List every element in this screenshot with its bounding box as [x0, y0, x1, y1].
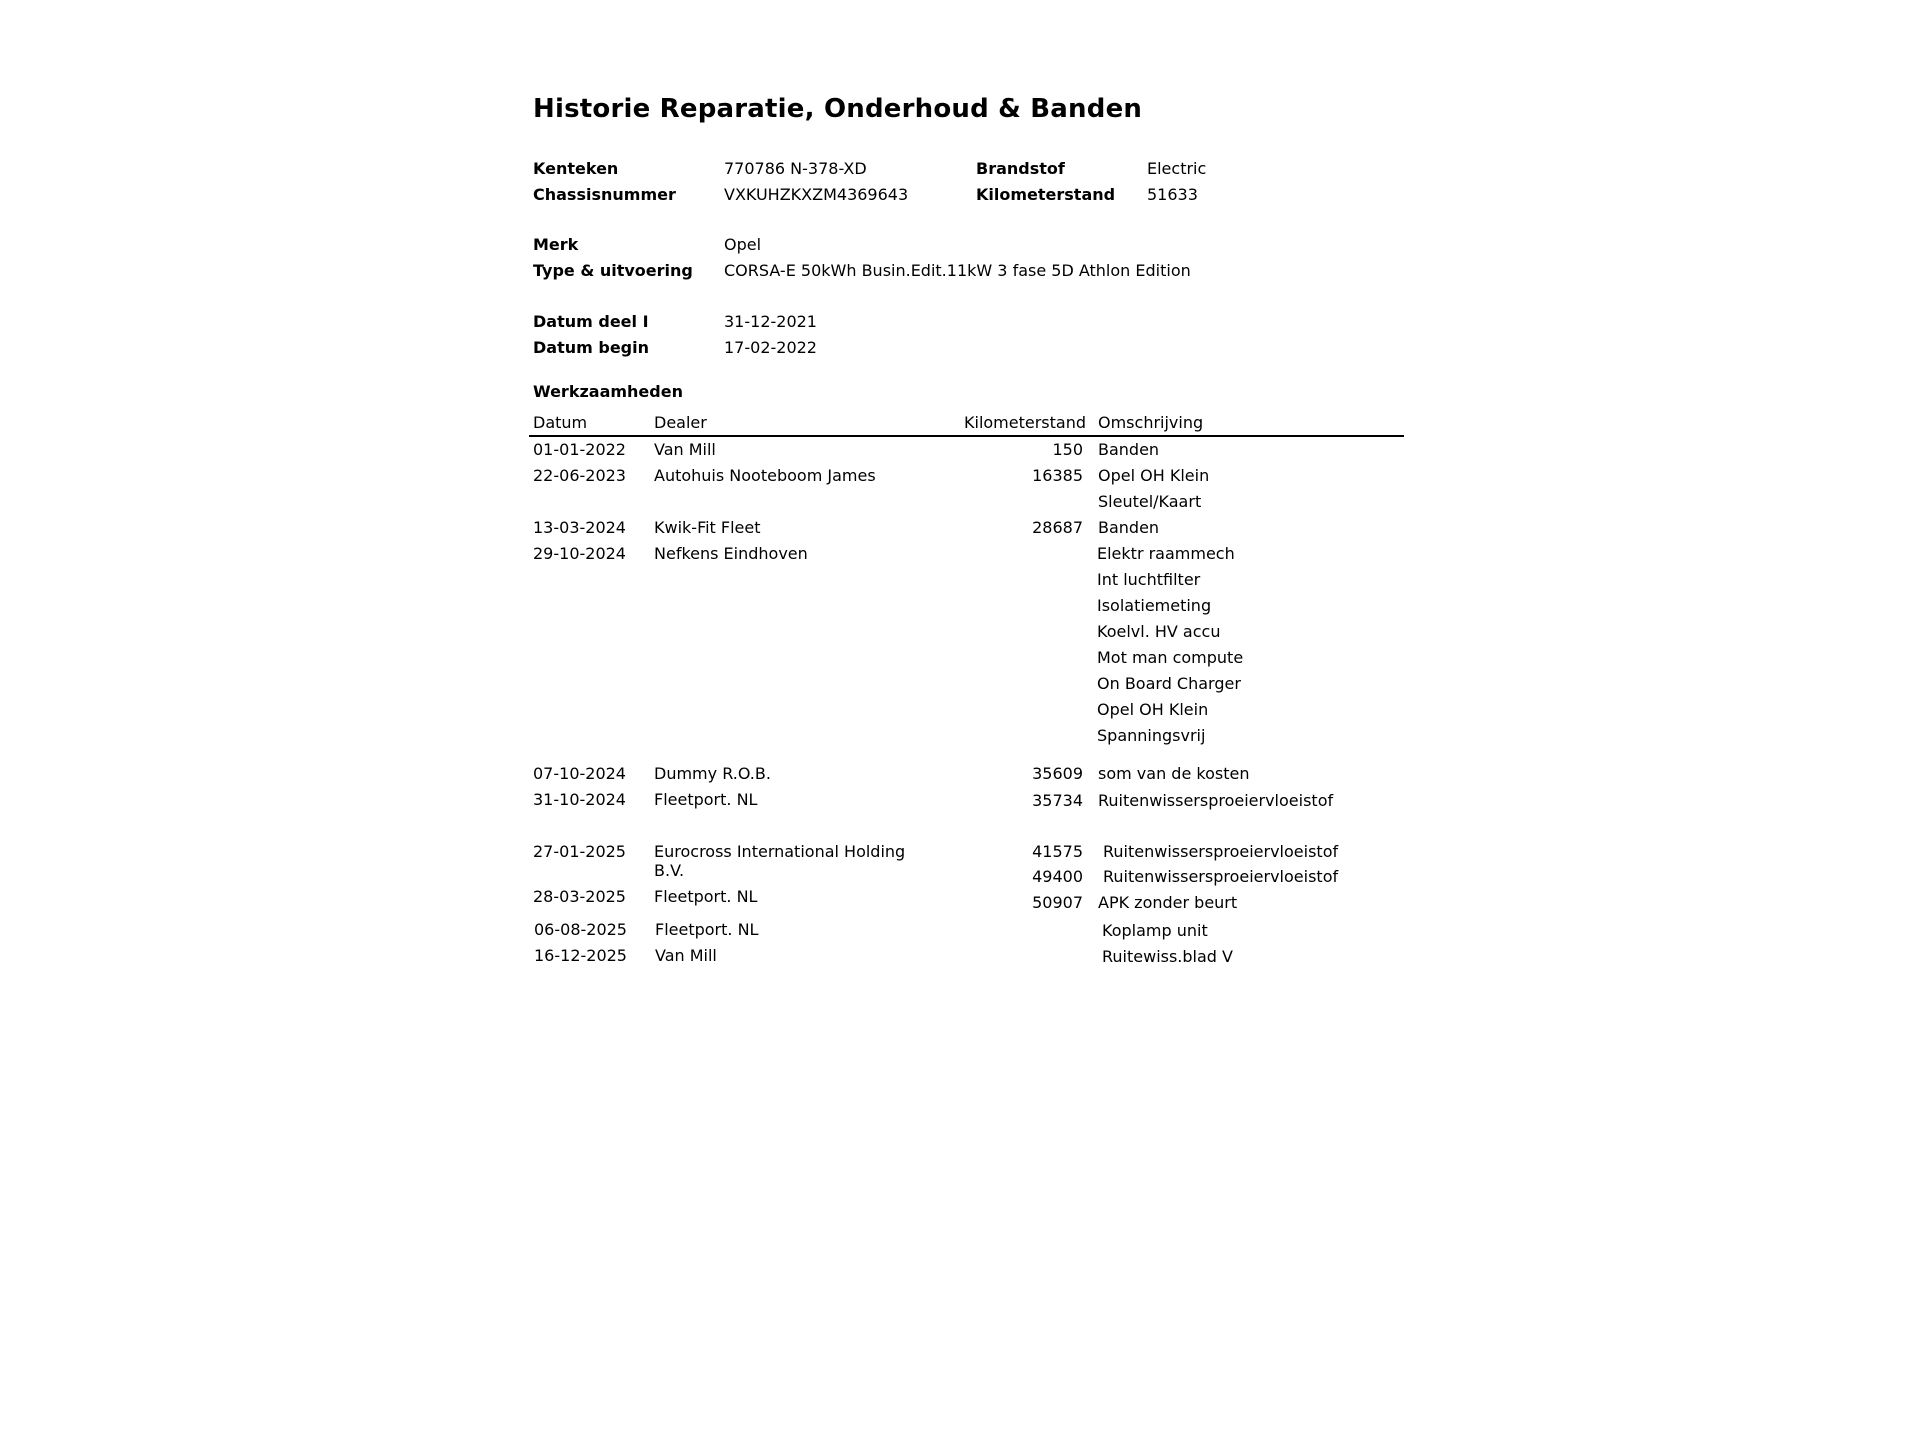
row-datum: 06-08-2025 [534, 920, 627, 939]
datum-deel-value: 31-12-2021 [724, 312, 817, 331]
datum-deel-label: Datum deel I [533, 312, 649, 331]
row-datum: 28-03-2025 [533, 887, 626, 906]
row-omschrijving: Spanningsvrij [1097, 726, 1206, 745]
row-datum: 31-10-2024 [533, 790, 626, 809]
type-label: Type & uitvoering [533, 261, 693, 280]
chassis-label: Chassisnummer [533, 185, 676, 204]
row-dealer: Fleetport. NL [654, 790, 758, 809]
row-omschrijving: Opel OH Klein [1097, 700, 1209, 719]
row-datum: 27-01-2025 [533, 842, 626, 861]
kenteken-value: 770786 N-378-XD [724, 159, 867, 178]
page-title: Historie Reparatie, Onderhoud & Banden [533, 94, 1143, 124]
row-datum: 22-06-2023 [533, 466, 626, 485]
row-omschrijving: Elektr raammech [1097, 544, 1235, 563]
row-omschrijving: Isolatiemeting [1097, 596, 1212, 615]
row-omschrijving: Ruitenwissersproeiervloeistof [1098, 791, 1334, 810]
row-omschrijving: On Board Charger [1097, 674, 1241, 693]
row-dealer: Autohuis Nooteboom James [654, 466, 876, 485]
row-omschrijving: Int luchtfilter [1097, 570, 1201, 589]
row-dealer: Van Mill [655, 946, 717, 965]
type-value: CORSA-E 50kWh Busin.Edit.11kW 3 fase 5D Athlon Edition [724, 261, 1191, 280]
row-kilometerstand: 49400 [1032, 867, 1083, 886]
row-dealer: Eurocross International Holding B.V. [654, 842, 906, 880]
row-datum: 13-03-2024 [533, 518, 626, 537]
merk-value: Opel [724, 235, 762, 254]
row-datum: 16-12-2025 [534, 946, 627, 965]
brandstof-value: Electric [1147, 159, 1207, 178]
row-dealer: Nefkens Eindhoven [654, 544, 808, 563]
column-header-kilometerstand: Kilometerstand [964, 413, 1087, 432]
kenteken-label: Kenteken [533, 159, 619, 178]
row-kilometerstand: 28687 [1032, 518, 1083, 537]
werkzaamheden-title: Werkzaamheden [533, 382, 683, 401]
chassis-value: VXKUHZKXZM4369643 [724, 185, 909, 204]
row-omschrijving: Koelvl. HV accu [1097, 622, 1221, 641]
row-omschrijving: Banden [1098, 440, 1160, 459]
row-omschrijving: Ruitenwissersproeiervloeistof [1103, 867, 1339, 886]
row-dealer: Fleetport. NL [654, 887, 758, 906]
row-datum: 29-10-2024 [533, 544, 626, 563]
row-dealer: Fleetport. NL [655, 920, 759, 939]
row-kilometerstand: 16385 [1032, 466, 1083, 485]
column-header-datum: Datum [533, 413, 588, 432]
row-kilometerstand: 35609 [1032, 764, 1083, 783]
row-dealer: Van Mill [654, 440, 716, 459]
row-kilometerstand: 41575 [1032, 842, 1083, 861]
row-datum: 07-10-2024 [533, 764, 626, 783]
row-omschrijving: APK zonder beurt [1098, 893, 1238, 912]
kilometerstand-value: 51633 [1147, 185, 1198, 204]
row-omschrijving: Koplamp unit [1102, 921, 1208, 940]
column-header-omschrijving: Omschrijving [1098, 413, 1204, 432]
brandstof-label: Brandstof [976, 159, 1065, 178]
row-datum: 01-01-2022 [533, 440, 626, 459]
row-omschrijving: Mot man compute [1097, 648, 1244, 667]
row-dealer: Kwik-Fit Fleet [654, 518, 761, 537]
header-divider [529, 435, 1404, 437]
datum-begin-label: Datum begin [533, 338, 649, 357]
column-header-dealer: Dealer [654, 413, 707, 432]
merk-label: Merk [533, 235, 579, 254]
row-omschrijving: Opel OH Klein [1098, 466, 1210, 485]
kilometerstand-label: Kilometerstand [976, 185, 1116, 204]
row-omschrijving: Ruitewiss.blad V [1102, 947, 1233, 966]
row-omschrijving: Sleutel/Kaart [1098, 492, 1202, 511]
row-omschrijving: Banden [1098, 518, 1160, 537]
row-kilometerstand: 150 [1052, 440, 1083, 459]
row-kilometerstand: 35734 [1032, 791, 1083, 810]
row-omschrijving: som van de kosten [1098, 764, 1250, 783]
row-kilometerstand: 50907 [1032, 893, 1083, 912]
row-dealer: Dummy R.O.B. [654, 764, 771, 783]
document-page [533, 0, 1413, 1440]
datum-begin-value: 17-02-2022 [724, 338, 817, 357]
row-omschrijving: Ruitenwissersproeiervloeistof [1103, 842, 1339, 861]
